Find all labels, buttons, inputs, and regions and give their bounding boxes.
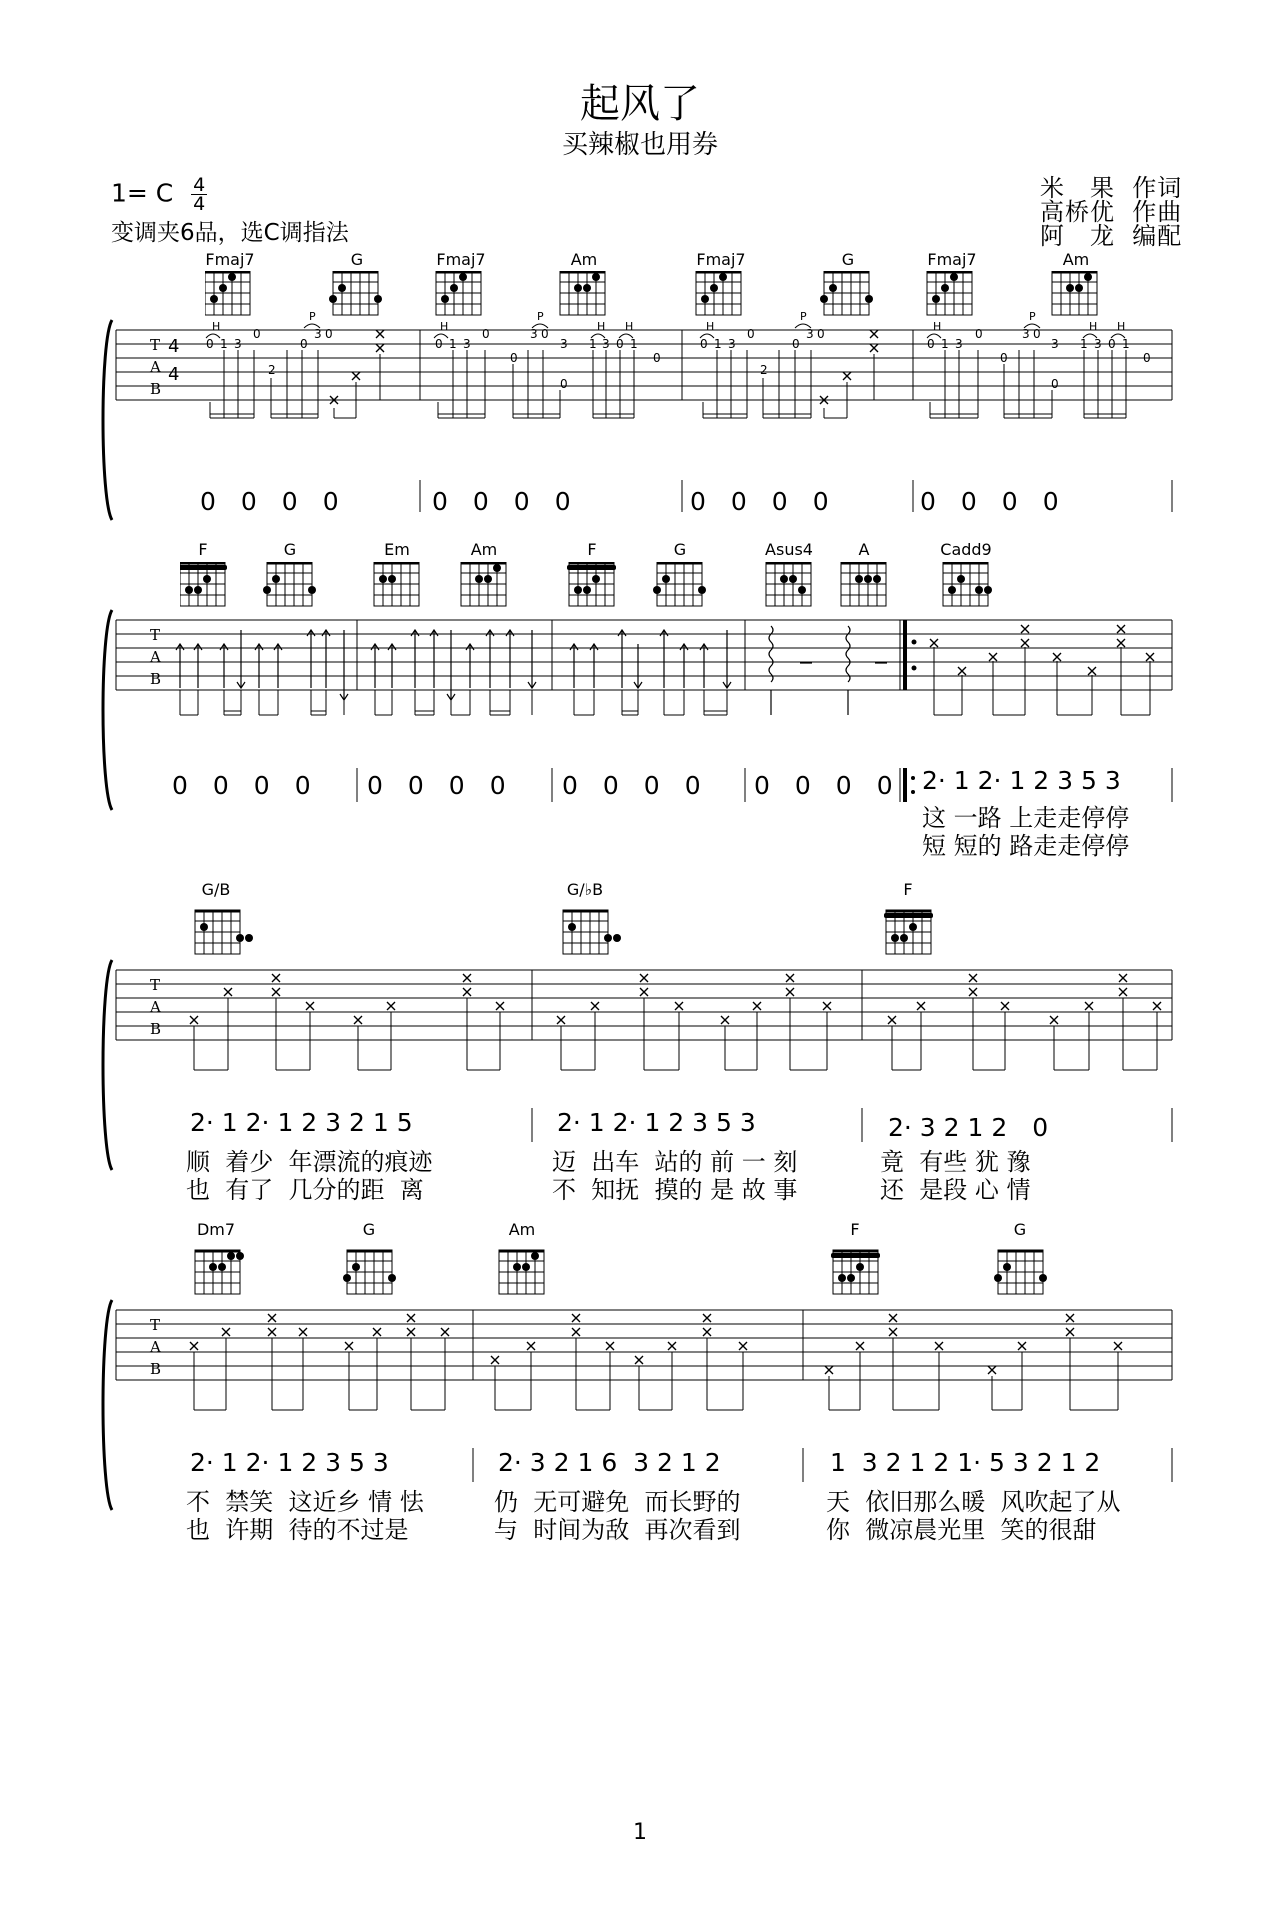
lyrics-verse-2: 你 微凉晨光里 笑的很甜 <box>826 1516 1097 1544</box>
jianpu-measure: 2· 3 2 1 2 0 <box>888 1113 1049 1142</box>
svg-text:0: 0 <box>206 337 214 351</box>
chord-diagrams-row-2 <box>180 562 1180 612</box>
svg-text:0: 0 <box>927 337 935 351</box>
chord-diagrams-row-3 <box>180 902 1180 962</box>
lyrics-verse-1: 迈 出车 站的 前 一 刻 <box>552 1148 798 1176</box>
lyrics-verse-2: 也 许期 待的不过是 <box>186 1516 409 1544</box>
svg-text:H: H <box>706 320 715 333</box>
svg-text:H: H <box>597 320 606 333</box>
svg-text:3: 3 <box>560 337 568 351</box>
svg-text:2: 2 <box>268 363 276 377</box>
svg-text:0: 0 <box>1108 337 1116 351</box>
svg-text:1: 1 <box>1122 337 1130 351</box>
jianpu-measure: 2· 1 2· 1 2 3 2 1 5 <box>190 1108 413 1137</box>
credit-lyricist: 米 果 作词 <box>1040 174 1183 202</box>
jianpu-measure: 2· 3 2 1 6 3 2 1 2 <box>498 1448 721 1477</box>
chord-diagrams-row-1 <box>205 271 1280 321</box>
chord-name: A <box>858 540 870 559</box>
chord-name: Am <box>508 1220 536 1239</box>
svg-text:1: 1 <box>220 337 228 351</box>
chord-name: Am <box>470 540 498 559</box>
svg-text:A: A <box>150 648 161 666</box>
svg-text:3: 3 <box>728 337 736 351</box>
lyrics-verse-1: 竟 有些 犹 豫 <box>880 1148 1031 1176</box>
svg-text:3: 3 <box>314 327 322 341</box>
time-top: 4 <box>193 174 206 196</box>
chord-name: Am <box>1062 250 1090 269</box>
svg-text:T: T <box>150 336 161 354</box>
lyrics-verse-2: 还 是段 心 情 <box>880 1176 1031 1204</box>
chord-name: F <box>903 880 913 899</box>
chord-diagrams-row-4 <box>180 1242 1180 1302</box>
svg-text:P: P <box>1029 310 1036 323</box>
svg-text:H: H <box>933 320 942 333</box>
svg-text:3: 3 <box>234 337 242 351</box>
system-2 <box>0 540 1280 860</box>
svg-text:A: A <box>150 358 161 376</box>
time-signature <box>191 176 207 213</box>
lyrics-verse-2: 短 短的 路走走停停 <box>922 832 1130 860</box>
svg-text:1: 1 <box>1080 337 1088 351</box>
lyrics-verse-1: 顺 着少 年漂流的痕迹 <box>186 1148 433 1176</box>
system-1 <box>0 250 1280 540</box>
page-number: 1 <box>633 1820 647 1845</box>
svg-text:0: 0 <box>747 327 755 341</box>
svg-text:4: 4 <box>168 364 180 385</box>
lyrics-verse-1: 不 禁笑 这近乡 情 怯 <box>186 1488 424 1516</box>
chord-name: Asus4 <box>765 540 813 559</box>
chord-name: G <box>673 540 687 559</box>
svg-text:3: 3 <box>1022 327 1030 341</box>
svg-text:H: H <box>1089 320 1098 333</box>
svg-text:2: 2 <box>760 363 768 377</box>
svg-text:3: 3 <box>463 337 471 351</box>
chord-name: G <box>841 250 855 269</box>
chord-name: G <box>362 1220 376 1239</box>
svg-text:1: 1 <box>589 337 597 351</box>
key-signature <box>111 176 207 213</box>
svg-text:0: 0 <box>325 327 333 341</box>
chord-name: Fmaj7 <box>205 250 255 269</box>
credit-composer: 高桥优 作曲 <box>1040 198 1183 226</box>
svg-text:1: 1 <box>714 337 722 351</box>
jianpu-measure: 0 0 0 0 <box>690 487 829 516</box>
jianpu-measure: 0 0 0 0 <box>367 771 506 800</box>
svg-text:0: 0 <box>792 337 800 351</box>
svg-text:B: B <box>150 1360 162 1378</box>
capo-note: 变调夹6品，选C调指法 <box>111 220 349 246</box>
svg-text:0: 0 <box>253 327 261 341</box>
chord-name: G/♭B <box>566 880 604 899</box>
svg-text:B: B <box>150 1020 162 1038</box>
lyrics-verse-2: 也 有了 几分的距 离 <box>186 1176 424 1204</box>
svg-text:T: T <box>150 1316 161 1334</box>
jianpu-measure: 1 3 2 1 2 1· 5 3 2 1 2 <box>830 1448 1101 1477</box>
svg-text:0: 0 <box>616 337 624 351</box>
chord-name: F <box>587 540 597 559</box>
svg-text:1: 1 <box>449 337 457 351</box>
chord-name: Fmaj7 <box>436 250 486 269</box>
system-3 <box>0 880 1280 1220</box>
chord-name: G <box>283 540 297 559</box>
chord-name: G <box>350 250 364 269</box>
svg-text:1: 1 <box>941 337 949 351</box>
svg-text:T: T <box>150 626 161 644</box>
lyrics-verse-1: 天 依旧那么暖 风吹起了从 <box>826 1488 1121 1516</box>
time-bottom: 4 <box>193 193 206 215</box>
svg-text:3: 3 <box>955 337 963 351</box>
chord-name: F <box>198 540 208 559</box>
svg-text:0: 0 <box>482 327 490 341</box>
svg-text:B: B <box>150 380 162 398</box>
chord-name: Fmaj7 <box>696 250 746 269</box>
svg-text:0: 0 <box>300 337 308 351</box>
svg-text:1: 1 <box>630 337 638 351</box>
svg-text:H: H <box>440 320 449 333</box>
lyrics-verse-1: 这 一路 上走走停停 <box>922 804 1130 832</box>
svg-text:P: P <box>537 310 544 323</box>
svg-text:0: 0 <box>541 327 549 341</box>
svg-text:3: 3 <box>602 337 610 351</box>
chord-name: F <box>850 1220 860 1239</box>
svg-text:0: 0 <box>817 327 825 341</box>
jianpu-measure: 0 0 0 0 <box>754 771 893 800</box>
jianpu-measure: 2· 1 2· 1 2 3 5 3 <box>557 1108 756 1137</box>
svg-text:0: 0 <box>1143 351 1151 365</box>
lyrics-verse-1: 仍 无可避免 而长野的 <box>494 1488 741 1516</box>
chord-name: Am <box>570 250 598 269</box>
svg-text:0: 0 <box>560 377 568 391</box>
chord-name: Cadd9 <box>940 540 992 559</box>
chord-name: G <box>1013 1220 1027 1239</box>
svg-text:0: 0 <box>653 351 661 365</box>
chord-name: G/B <box>201 880 231 899</box>
system-4 <box>0 1220 1280 1560</box>
chord-name: Dm7 <box>196 1220 236 1239</box>
jianpu-measure: 0 0 0 0 <box>200 487 339 516</box>
jianpu-measure: 0 0 0 0 <box>172 771 311 800</box>
svg-text:A: A <box>150 998 161 1016</box>
svg-text:0: 0 <box>975 327 983 341</box>
lyrics-verse-2: 不 知抚 摸的 是 故 事 <box>552 1176 798 1204</box>
svg-text:3: 3 <box>1094 337 1102 351</box>
svg-text:A: A <box>150 1338 161 1356</box>
svg-text:P: P <box>800 310 807 323</box>
song-subtitle: 买辣椒也用券 <box>561 130 718 160</box>
svg-text:3: 3 <box>806 327 814 341</box>
svg-text:0: 0 <box>510 351 518 365</box>
svg-text:H: H <box>212 320 221 333</box>
svg-text:0: 0 <box>1000 351 1008 365</box>
credit-arranger: 阿 龙 编配 <box>1040 222 1183 250</box>
jianpu-measure: 0 0 0 0 <box>562 771 701 800</box>
svg-text:0: 0 <box>435 337 443 351</box>
jianpu-measure: 2· 1 2· 1 2 3 5 3 <box>190 1448 389 1477</box>
svg-text:H: H <box>1117 320 1126 333</box>
svg-text:T: T <box>150 976 161 994</box>
svg-text:H: H <box>625 320 634 333</box>
svg-text:0: 0 <box>1051 377 1059 391</box>
svg-text:P: P <box>309 310 316 323</box>
svg-text:B: B <box>150 670 162 688</box>
chord-name: Fmaj7 <box>927 250 977 269</box>
svg-text:0: 0 <box>700 337 708 351</box>
chord-name: Em <box>384 540 410 559</box>
jianpu-measure: 2· 1 2· 1 2 3 5 3 <box>922 766 1121 795</box>
jianpu-measure: 0 0 0 0 <box>920 487 1059 516</box>
song-title: 起风了 <box>580 81 700 127</box>
svg-text:0: 0 <box>1033 327 1041 341</box>
svg-text:4: 4 <box>168 336 180 357</box>
svg-text:3: 3 <box>1051 337 1059 351</box>
key-text: 1= C <box>111 178 174 208</box>
svg-text:3: 3 <box>530 327 538 341</box>
jianpu-measure: 0 0 0 0 <box>432 487 571 516</box>
lyrics-verse-2: 与 时间为敌 再次看到 <box>494 1516 741 1544</box>
